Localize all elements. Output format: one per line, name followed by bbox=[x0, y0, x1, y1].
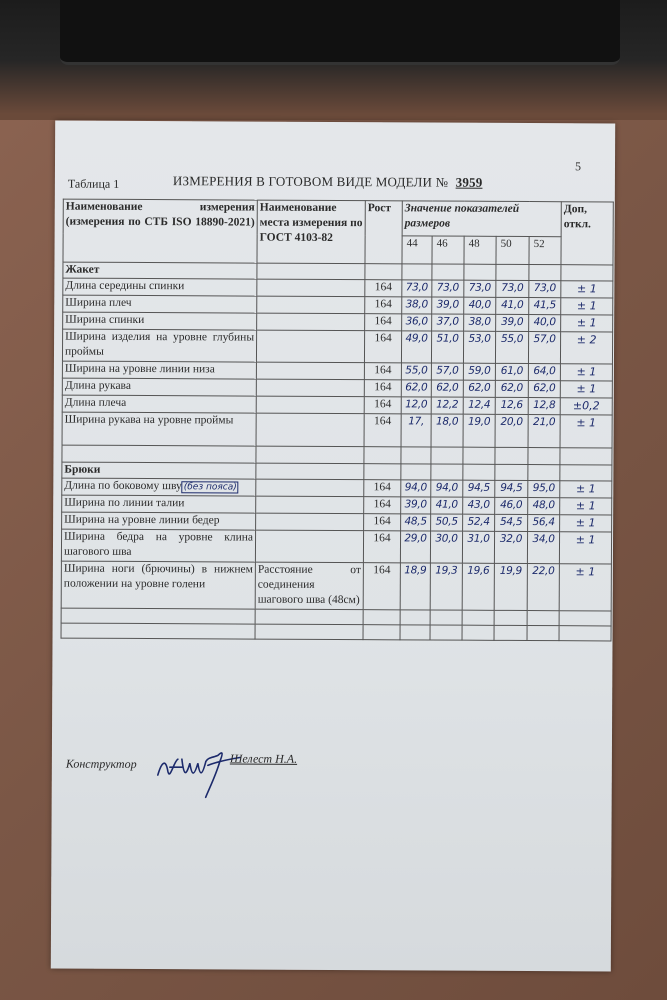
size-value: 19,6 bbox=[462, 563, 494, 610]
empty-cell bbox=[364, 447, 401, 464]
empty-cell bbox=[559, 611, 611, 626]
page-number: 5 bbox=[574, 159, 582, 174]
tolerance-value: ± 1 bbox=[559, 564, 611, 611]
size-value: 62,0 bbox=[431, 380, 463, 397]
measurement-name bbox=[62, 478, 256, 496]
height-value: 164 bbox=[364, 514, 401, 531]
measurement-name bbox=[63, 278, 257, 296]
empty-cell bbox=[401, 447, 431, 464]
size-value: 53,0 bbox=[463, 331, 495, 363]
table-row bbox=[62, 412, 612, 448]
table-row bbox=[61, 561, 611, 611]
title-heading: ИЗМЕРЕНИЯ В ГОТОВОМ ВИДЕ МОДЕЛИ № bbox=[172, 173, 449, 190]
measurement-place bbox=[255, 530, 363, 563]
size-value: 48,0 bbox=[528, 498, 560, 515]
empty-cell bbox=[400, 625, 430, 640]
model-number: 3959 bbox=[455, 174, 483, 190]
measurement-name-text: Ширина спинки bbox=[65, 313, 145, 327]
empty-cell bbox=[363, 610, 400, 625]
size-value: 94,0 bbox=[401, 480, 431, 497]
empty-cell bbox=[61, 623, 255, 639]
measurement-name bbox=[62, 395, 256, 413]
table-label: Таблица 1 bbox=[67, 176, 120, 191]
size-value: 12,4 bbox=[463, 397, 495, 414]
empty-cell bbox=[400, 610, 430, 625]
section-name: Жакет bbox=[63, 262, 257, 279]
empty-cell bbox=[462, 625, 494, 640]
measurement-place bbox=[256, 513, 364, 531]
signer-name: Шелест Н.А. bbox=[229, 751, 298, 766]
empty-cell bbox=[431, 447, 463, 464]
size-value: 50,5 bbox=[431, 514, 463, 531]
measurement-place bbox=[257, 296, 365, 314]
measurement-name-text: Длина рукава bbox=[64, 379, 131, 392]
height-value: 164 bbox=[364, 480, 401, 497]
tolerance-value: ±0,2 bbox=[560, 398, 612, 415]
tolerance-value: ± 1 bbox=[561, 298, 613, 315]
size-value: 12,8 bbox=[528, 398, 560, 415]
empty-cell bbox=[430, 625, 462, 640]
size-value: 73,0 bbox=[432, 280, 464, 297]
size-value: 54,5 bbox=[495, 514, 528, 531]
empty-cell bbox=[364, 464, 401, 480]
size-value: 39,0 bbox=[401, 497, 431, 514]
empty-cell bbox=[527, 611, 559, 626]
header-values: Значение показателей размеров bbox=[402, 201, 561, 237]
size-value: 18,9 bbox=[400, 563, 430, 610]
empty-cell bbox=[559, 626, 611, 641]
measurement-name bbox=[63, 312, 257, 330]
measurement-name bbox=[62, 512, 256, 530]
measurement-place bbox=[256, 379, 364, 397]
empty-cell bbox=[255, 624, 363, 640]
constructor-label: Конструктор bbox=[65, 756, 137, 771]
size-value: 30,0 bbox=[430, 531, 462, 563]
empty-cell bbox=[527, 626, 559, 641]
empty-cell bbox=[496, 264, 529, 280]
tolerance-value: ± 1 bbox=[560, 515, 612, 532]
size-value: 41,0 bbox=[431, 497, 463, 514]
measurement-place bbox=[257, 279, 365, 297]
size-value: 43,0 bbox=[463, 497, 495, 514]
empty-cell bbox=[401, 464, 431, 480]
size-value: 59,0 bbox=[463, 363, 495, 380]
size-value: 51,0 bbox=[431, 331, 463, 363]
size-value: 62,0 bbox=[463, 380, 495, 397]
measurement-name-text: Ширина плеч bbox=[65, 296, 132, 309]
height-value: 164 bbox=[363, 563, 400, 610]
tolerance-value: ± 1 bbox=[560, 364, 612, 381]
measurements-table bbox=[61, 199, 614, 642]
tolerance-value: ± 1 bbox=[559, 532, 611, 564]
empty-cell bbox=[255, 609, 363, 625]
measurement-name-text: Ширина бедра на уровне клина шагового шва bbox=[63, 530, 254, 558]
size-value: 20,0 bbox=[495, 414, 528, 447]
height-value: 164 bbox=[364, 497, 401, 514]
empty-cell bbox=[462, 610, 494, 625]
size-value: 18,0 bbox=[431, 414, 463, 447]
empty-cell bbox=[256, 446, 364, 464]
background-top bbox=[0, 0, 667, 120]
measurement-name-text: Длина середины спинки bbox=[65, 279, 185, 293]
size-value: 12,6 bbox=[495, 397, 528, 414]
size-value: 64,0 bbox=[528, 364, 560, 381]
measurement-name bbox=[62, 329, 256, 362]
size-value: 40,0 bbox=[529, 315, 561, 332]
height-value: 164 bbox=[363, 531, 400, 563]
empty-cell bbox=[464, 264, 496, 280]
measurement-name bbox=[61, 561, 255, 609]
size-value: 49,0 bbox=[401, 331, 431, 363]
height-value: 164 bbox=[365, 314, 402, 331]
measurement-name bbox=[62, 412, 256, 446]
empty-cell bbox=[432, 264, 464, 280]
empty-cell bbox=[463, 447, 495, 464]
measurement-name bbox=[62, 361, 256, 379]
size-header: 50 bbox=[496, 236, 529, 264]
measurement-place bbox=[256, 479, 364, 497]
size-value: 29,0 bbox=[400, 531, 430, 563]
size-value: 31,0 bbox=[462, 531, 494, 563]
empty-cell bbox=[528, 465, 560, 481]
size-value: 37,0 bbox=[432, 314, 464, 331]
empty-cell bbox=[495, 447, 528, 464]
size-value: 48,5 bbox=[401, 514, 431, 531]
size-value: 62,0 bbox=[401, 380, 431, 397]
tolerance-value: ± 1 bbox=[560, 481, 612, 498]
empty-cell bbox=[494, 610, 527, 625]
tolerance-value: ± 2 bbox=[561, 332, 613, 364]
header-measurement-name: Наименование измерения (измерения по СТБ ISO 18890-2021) bbox=[63, 199, 257, 263]
size-value: 19,9 bbox=[494, 563, 527, 610]
height-value: 164 bbox=[364, 331, 401, 363]
height-value: 164 bbox=[365, 280, 402, 297]
size-value: 39,0 bbox=[432, 297, 464, 314]
tolerance-value: ± 1 bbox=[560, 381, 612, 398]
measurement-name-text: Длина по боковому шву bbox=[64, 479, 182, 493]
size-value: 73,0 bbox=[402, 280, 432, 297]
handwritten-note: (без пояса) bbox=[182, 481, 239, 493]
empty-cell bbox=[256, 463, 364, 480]
size-value: 73,0 bbox=[496, 280, 529, 297]
size-value: 38,0 bbox=[402, 297, 432, 314]
size-value: 12,2 bbox=[431, 397, 463, 414]
table-title bbox=[173, 173, 483, 191]
measurement-name-text: Ширина на уровне линии низа bbox=[64, 362, 215, 376]
empty-row bbox=[61, 623, 611, 641]
size-value: 19,3 bbox=[430, 563, 462, 610]
measurement-name-text: Ширина рукава на уровне проймы bbox=[64, 413, 234, 427]
measurement-name-text: Длина плеча bbox=[64, 396, 127, 409]
size-header: 44 bbox=[402, 236, 432, 264]
height-value: 164 bbox=[365, 297, 402, 314]
size-header: 46 bbox=[432, 236, 464, 264]
size-value: 57,0 bbox=[528, 332, 560, 364]
empty-cell bbox=[62, 445, 256, 463]
size-value: 40,0 bbox=[464, 297, 496, 314]
measurement-name-text: Ширина на уровне линии бедер bbox=[64, 513, 220, 527]
size-value: 73,0 bbox=[529, 281, 561, 298]
size-value: 32,0 bbox=[494, 531, 527, 563]
tolerance-value: ± 1 bbox=[560, 415, 612, 448]
height-value: 164 bbox=[364, 380, 401, 397]
size-value: 95,0 bbox=[528, 481, 560, 498]
header-place-name: Наименование места измерения по ГОСТ 4103-82 bbox=[257, 200, 365, 264]
header-row bbox=[63, 199, 613, 237]
measurement-name bbox=[62, 495, 256, 513]
document-page bbox=[51, 121, 615, 972]
header-tolerance: Доп, откл. bbox=[561, 202, 613, 265]
empty-cell bbox=[61, 608, 255, 624]
size-value: 55,0 bbox=[401, 363, 431, 380]
size-value: 52,4 bbox=[463, 514, 495, 531]
empty-cell bbox=[365, 264, 402, 280]
height-value: 164 bbox=[364, 414, 401, 447]
empty-cell bbox=[560, 448, 612, 465]
empty-cell bbox=[463, 464, 495, 480]
size-value: 34,0 bbox=[527, 532, 559, 564]
keyboard-edge bbox=[60, 0, 620, 65]
size-value: 62,0 bbox=[528, 381, 560, 398]
table-row bbox=[61, 529, 611, 564]
measurement-name-text: Ширина изделия на уровне глубины проймы bbox=[64, 330, 255, 358]
size-value: 36,0 bbox=[402, 314, 432, 331]
header-height: Рост bbox=[365, 201, 402, 264]
measurement-place bbox=[256, 413, 364, 447]
empty-cell bbox=[402, 264, 432, 280]
size-value: 73,0 bbox=[464, 280, 496, 297]
empty-cell bbox=[257, 263, 365, 280]
size-value: 55,0 bbox=[495, 331, 528, 363]
size-header: 52 bbox=[529, 236, 561, 264]
size-value: 41,5 bbox=[529, 298, 561, 315]
section-name: Брюки bbox=[62, 462, 256, 479]
empty-cell bbox=[363, 625, 400, 640]
size-value: 94,5 bbox=[463, 480, 495, 497]
size-value: 22,0 bbox=[527, 564, 559, 611]
empty-cell bbox=[494, 625, 527, 640]
size-value: 94,0 bbox=[431, 480, 463, 497]
measurement-place bbox=[256, 362, 364, 380]
measurement-name-text: Ширина по линии талии bbox=[64, 496, 185, 510]
measurement-name bbox=[63, 295, 257, 313]
size-value: 61,0 bbox=[495, 363, 528, 380]
tolerance-value: ± 1 bbox=[560, 498, 612, 515]
measurement-place: Расстояние от соединения шагового шва (48см) bbox=[255, 562, 363, 610]
empty-cell bbox=[529, 265, 561, 281]
size-value: 38,0 bbox=[464, 314, 496, 331]
size-value: 12,0 bbox=[401, 397, 431, 414]
empty-cell bbox=[431, 464, 463, 480]
table-row bbox=[62, 329, 612, 364]
size-value: 57,0 bbox=[431, 363, 463, 380]
size-value: 94,5 bbox=[495, 480, 528, 497]
height-value: 164 bbox=[364, 397, 401, 414]
measurement-name bbox=[61, 529, 255, 562]
size-value: 39,0 bbox=[496, 314, 529, 331]
size-value: 17, bbox=[401, 414, 431, 447]
height-value: 164 bbox=[364, 363, 401, 380]
tolerance-value: ± 1 bbox=[561, 315, 613, 332]
table-row bbox=[62, 478, 612, 498]
size-value: 41,0 bbox=[496, 297, 529, 314]
empty-cell bbox=[560, 465, 612, 481]
empty-cell bbox=[430, 610, 462, 625]
size-value: 62,0 bbox=[495, 380, 528, 397]
tolerance-value: ± 1 bbox=[561, 281, 613, 298]
measurement-place bbox=[256, 330, 364, 363]
size-value: 19,0 bbox=[463, 414, 495, 447]
measurement-place bbox=[256, 496, 364, 514]
empty-cell bbox=[528, 448, 560, 465]
size-value: 56,4 bbox=[528, 515, 560, 532]
measurement-place bbox=[257, 313, 365, 331]
size-value: 21,0 bbox=[528, 415, 560, 448]
empty-cell bbox=[495, 464, 528, 480]
measurement-name bbox=[62, 378, 256, 396]
size-header: 48 bbox=[464, 236, 496, 264]
empty-cell bbox=[561, 265, 613, 281]
measurement-name-text: Ширина ноги (брючины) в нижнем положении на уровне голени bbox=[63, 562, 253, 591]
size-value: 46,0 bbox=[495, 497, 528, 514]
measurement-place bbox=[256, 396, 364, 414]
